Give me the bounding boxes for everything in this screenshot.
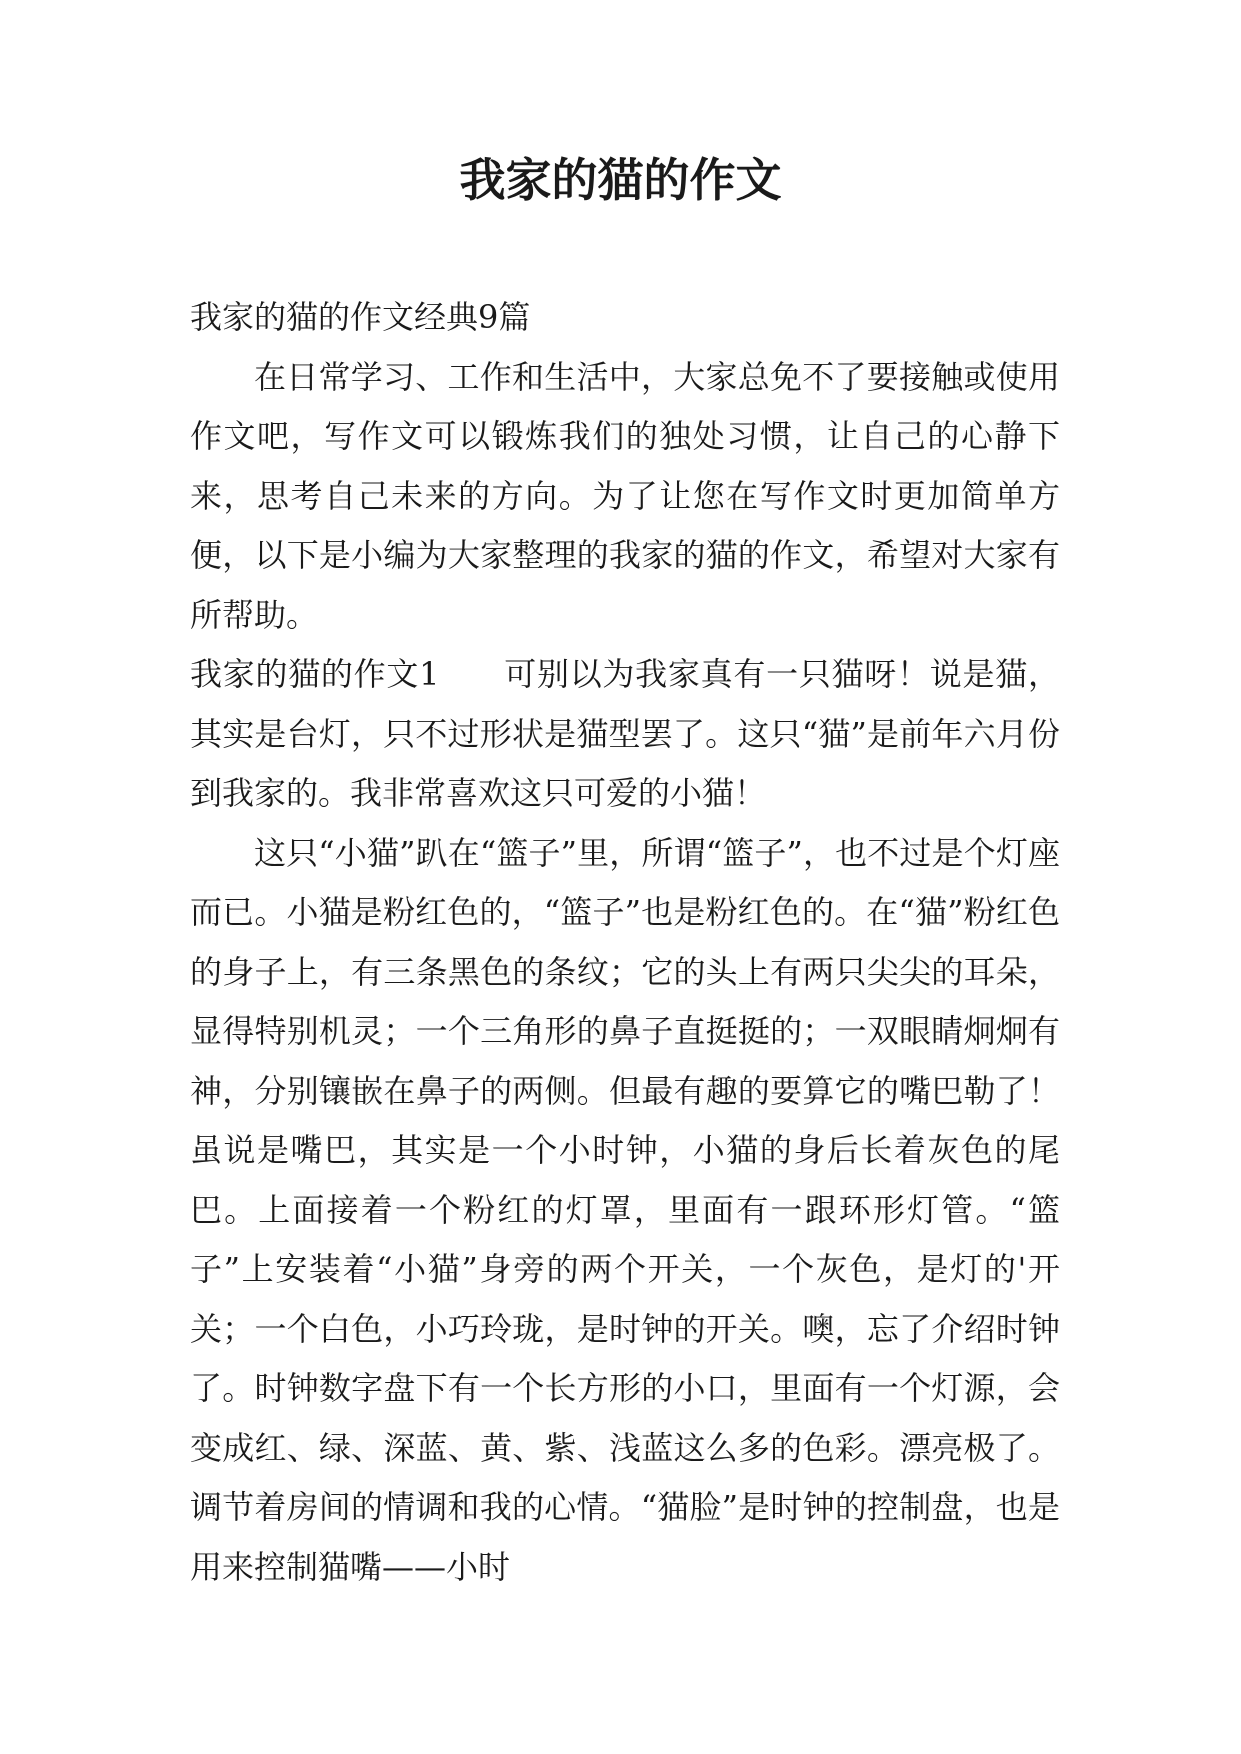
document-body	[190, 288, 1060, 1597]
intro-paragraph: 在日常学习、工作和生活中，大家总免不了要接触或使用作文吧，写作文可以锻炼我们的独处习惯，让自己的心静下来，思考自己未来的方向。为了让您在写作文时更加简单方便，以下是小编为大家整理的我家的猫的作文，希望对大家有所帮助。	[190, 357, 1060, 634]
document-title: 我家的猫的作文	[459, 153, 782, 207]
essay1-heading: 我家的猫的作文1	[190, 655, 440, 693]
essay1-first-paragraph	[190, 645, 1060, 824]
document-subtitle: 我家的猫的作文经典9篇	[190, 298, 531, 336]
essay1-paragraph-1: 可别以为我家真有一只猫呀！说是猫，其实是台灯，只不过形状是猫型罢了。这只“猫”是前年六月份到我家的。我非常喜欢这只可爱的小猫！	[190, 655, 1060, 812]
essay1-paragraph-2: 这只“小猫”趴在“篮子”里，所谓“篮子”，也不过是个灯座而已。小猫是粉红色的，“篮子”也是粉红色的。在“猫”粉红色的身子上，有三条黑色的条纹；它的头上有两只尖尖的耳朵，显得特别机灵；一个三角形的鼻子直挺挺的；一双眼睛炯炯有神，分别镶嵌在鼻子的两侧。但最有趣的要算它的嘴巴勒了！虽说是嘴巴，其实是一个小时钟，小猫的身后长着灰色的尾巴。上面接着一个粉红的灯罩，里面有一跟环形灯管。“篮子”上安装着“小猫”身旁的两个开关，一个灰色，是灯的'开关；一个白色，小巧玲珑，是时钟的开关。噢，忘了介绍时钟了。时钟数字盘下有一个长方形的小口，里面有一个灯源，会变成红、绿、深蓝、黄、紫、浅蓝这么多的色彩。漂亮极了。调节着房间的情调和我的心情。“猫脸”是时钟的控制盘，也是用来控制猫嘴——小时	[190, 833, 1060, 1586]
